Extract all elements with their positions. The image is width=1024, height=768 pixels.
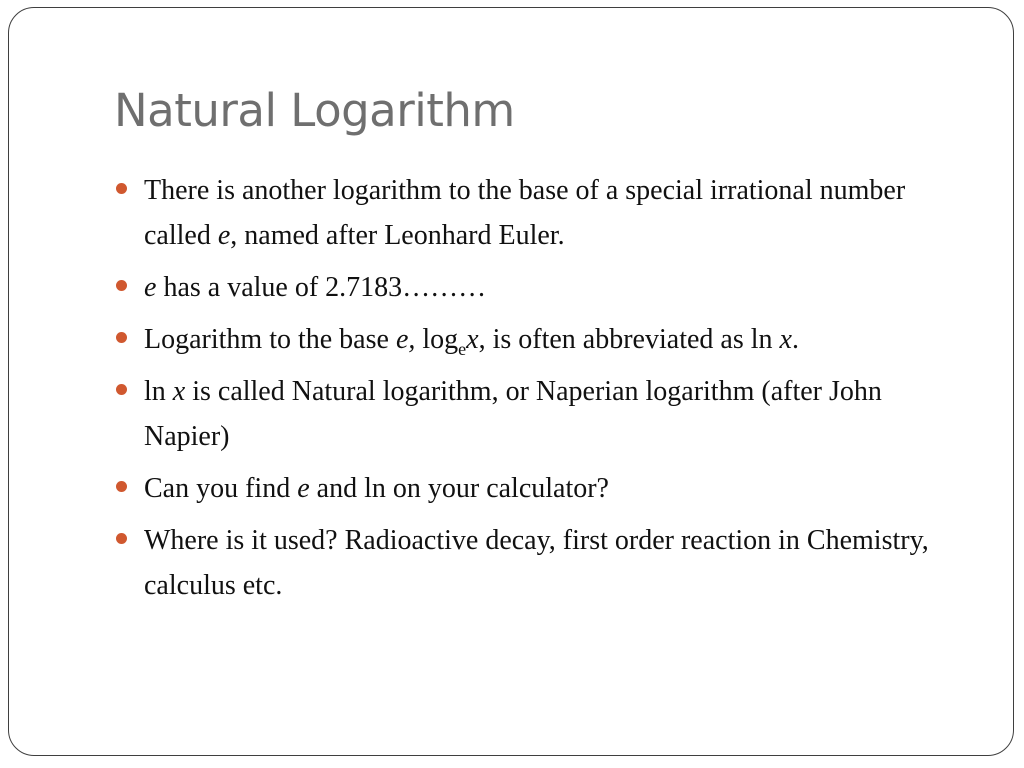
bullet-dot-icon: [116, 481, 127, 492]
bullet-text: Can you find: [144, 473, 298, 504]
list-item: [114, 466, 964, 511]
bullet-text: Logarithm to the base: [144, 324, 396, 355]
bullet-text: , is often abbreviated as ln: [478, 324, 780, 355]
bullet-text: and ln on your calculator?: [309, 473, 609, 504]
bullet-text: There is another logarithm to the base of a special irrational number called: [144, 175, 906, 251]
log-base-subscript: e: [458, 339, 467, 359]
bullet-list: [114, 168, 964, 615]
bullet-dot-icon: [116, 384, 127, 395]
bullet-text: is called Natural logarithm, or Naperian logarithm (after John Napier): [144, 376, 882, 452]
list-item: [114, 369, 964, 459]
bullet-text: log: [415, 324, 459, 355]
list-item: [114, 265, 964, 310]
bullet-dot-icon: [116, 332, 127, 343]
bullet-text: .: [791, 324, 799, 355]
slide-title: Natural Logarithm: [114, 84, 515, 137]
bullet-dot-icon: [116, 533, 127, 544]
bullet-dot-icon: [116, 280, 127, 291]
bullet-text-italic: e: [144, 272, 157, 303]
bullet-text: Where is it used? Radioactive decay, first order reaction in Chemistry, calculus etc.: [144, 525, 929, 601]
bullet-text: ln: [144, 376, 173, 407]
bullet-text-italic: e,: [395, 324, 416, 355]
bullet-text: , named after Leonhard Euler.: [230, 220, 565, 251]
bullet-text-italic: x: [172, 376, 186, 407]
bullet-dot-icon: [116, 183, 127, 194]
bullet-text-italic: x: [466, 324, 479, 355]
bullet-text: has a value of 2.7183………: [156, 272, 487, 303]
bullet-text-italic: x: [779, 324, 792, 355]
bullet-text-italic: e: [217, 220, 231, 251]
list-item: [114, 168, 964, 258]
list-item: [114, 518, 964, 608]
bullet-text-italic: e: [297, 473, 310, 504]
list-item: [114, 317, 964, 362]
